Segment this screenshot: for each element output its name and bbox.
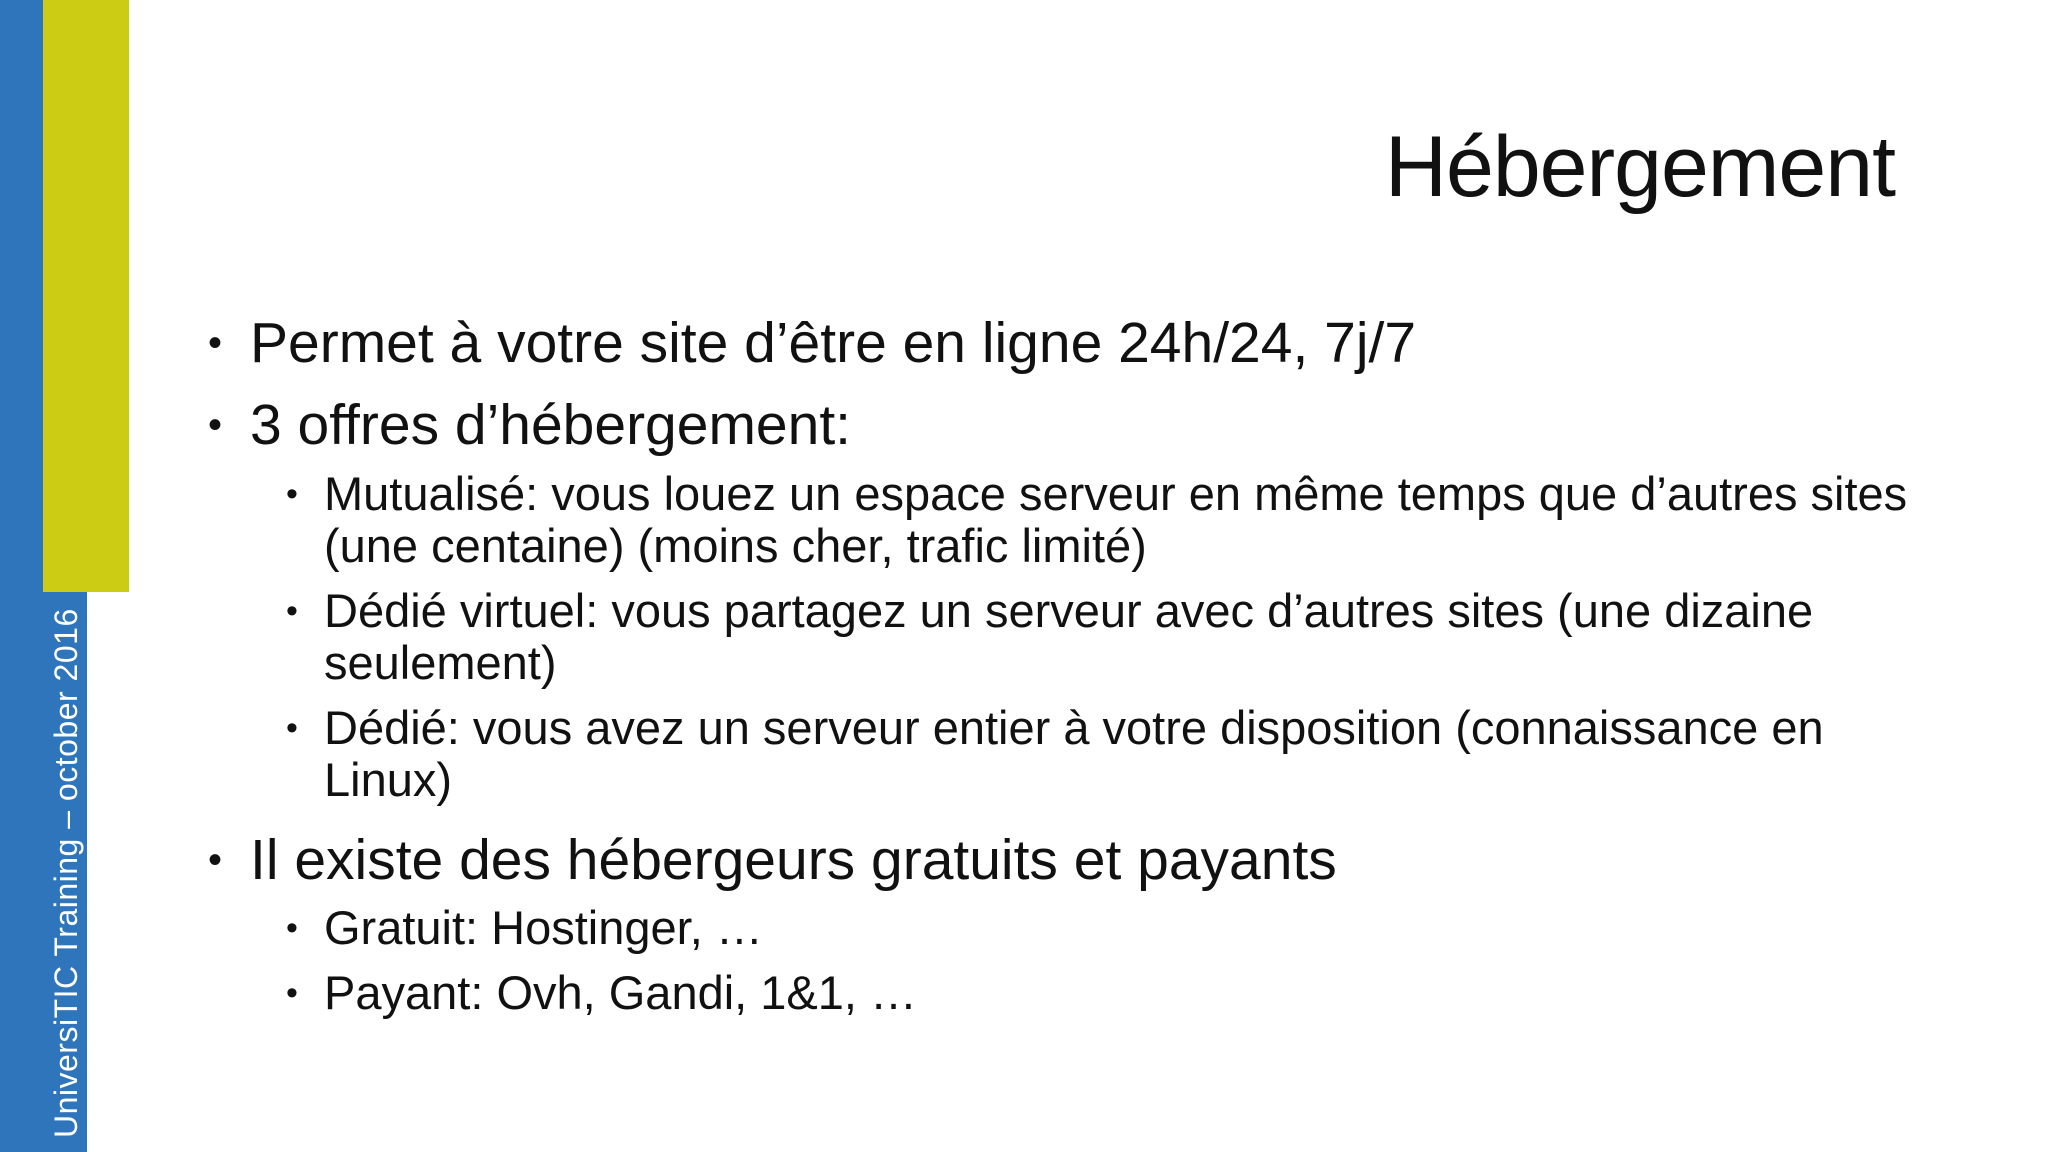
sub-bullet-text: Dédié virtuel: vous partagez un serveur avec d’autres sites (une dizaine seulement) (324, 584, 1814, 689)
sidebar-vertical-caption: UniversiTIC Training – october 2016 (48, 608, 84, 1138)
bullet-dot: • (208, 838, 223, 882)
sub-bullet-text: Payant: Ovh, Gandi, 1&1, … (324, 966, 918, 1019)
bullet-dot: • (286, 709, 298, 747)
sub-bullet-text: Gratuit: Hostinger, … (324, 901, 763, 954)
slide-title: Hébergement (1384, 119, 1895, 215)
bullet-text: 3 offres d’hébergement: (250, 393, 852, 457)
sub-bullet-text: Dédié: vous avez un serveur entier à votre disposition (connaissance en Linux) (324, 701, 1824, 806)
sidebar-yellow-bar (43, 0, 129, 592)
bullet-text: Il existe des hébergeurs gratuits et payants (250, 828, 1337, 892)
bullet-dot: • (208, 321, 223, 365)
bullet-dot: • (286, 909, 298, 947)
bullet-text: Permet à votre site d’être en ligne 24h/24, 7j/7 (250, 311, 1417, 375)
bullet-dot: • (208, 403, 223, 447)
bullet-dot: • (286, 475, 298, 513)
sub-bullet-text: Mutualisé: vous louez un espace serveur en même temps que d’autres sites (une centaine) (moins cher, trafic limité) (324, 467, 1908, 572)
bullet-dot: • (286, 974, 298, 1012)
bullet-dot: • (286, 592, 298, 630)
